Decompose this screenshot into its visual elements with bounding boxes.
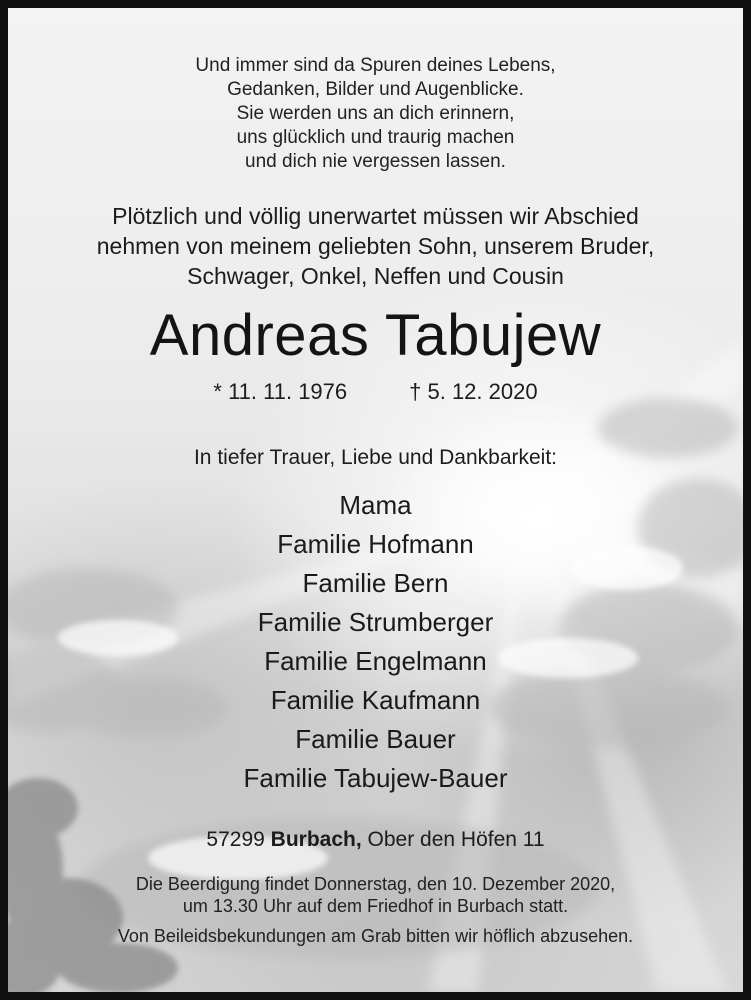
condolence-note: Von Beileidsbekundungen am Grab bitten wir höflich abzusehen. xyxy=(117,926,634,946)
mourner: Familie Bauer xyxy=(295,724,456,754)
mourner: Familie Bern xyxy=(302,568,449,598)
funeral-info: um 13.30 Uhr auf dem Friedhof in Burbach statt. xyxy=(182,896,569,916)
address-postcode: 57299 xyxy=(206,828,265,851)
family-address xyxy=(8,826,743,854)
mourner: Familie Kaufmann xyxy=(270,685,481,715)
death-date: † 5. 12. 2020 xyxy=(409,379,538,404)
life-dates xyxy=(8,378,743,406)
deceased-name: Andreas Tabujew xyxy=(149,303,602,368)
mourner: Mama xyxy=(339,490,412,520)
intro-line: nehmen von meinem geliebten Sohn, unserem Bruder, xyxy=(96,233,655,259)
intro-line: Schwager, Onkel, Neffen und Cousin xyxy=(187,263,564,289)
mourner: Familie Tabujew-Bauer xyxy=(243,763,508,793)
poem-line: uns glücklich und traurig machen xyxy=(236,127,515,148)
mourner: Familie Engelmann xyxy=(264,646,487,676)
mourner: Familie Strumberger xyxy=(257,607,494,637)
address-town: Burbach, xyxy=(270,828,362,851)
mourner: Familie Hofmann xyxy=(277,529,474,559)
mourning-line: In tiefer Trauer, Liebe und Dankbarkeit: xyxy=(193,446,558,469)
poem-line: und dich nie vergessen lassen. xyxy=(245,151,506,172)
funeral-info: Die Beerdigung findet Donnerstag, den 10. Dezember 2020, xyxy=(135,874,616,894)
poem-line: Sie werden uns an dich erinnern, xyxy=(236,103,515,124)
address-street: Ober den Höfen 11 xyxy=(367,828,545,851)
poem-line: Gedanken, Bilder und Augenblicke. xyxy=(227,79,524,100)
intro-line: Plötzlich und völlig unerwartet müssen wir Abschied xyxy=(112,203,639,229)
birth-date: * 11. 11. 1976 xyxy=(213,379,348,404)
poem-line: Und immer sind da Spuren deines Lebens, xyxy=(195,55,556,76)
